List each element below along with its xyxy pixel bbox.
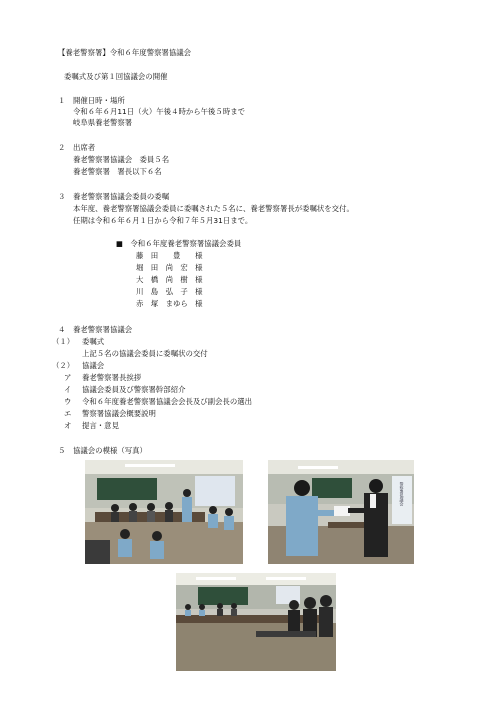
section-3-line-2: 任期は令和６年６月１日から令和７年５月31日まで。	[73, 216, 253, 225]
member-name: 大 橋 尚 樹 様	[136, 275, 203, 284]
section-5-heading: 協議会の模様（写真）	[73, 446, 147, 455]
section-1-place: 岐阜県養老警察署	[73, 118, 133, 127]
photo-2-banner: 警察署協議会	[399, 482, 405, 506]
document-title: 【養老警察署】令和６年度警察署協議会	[58, 48, 192, 57]
meeting-photo-1	[85, 460, 243, 564]
member-name: 川 島 弘 子 様	[136, 287, 203, 296]
document-subtitle: 委嘱式及び第１回協議会の開催	[64, 72, 168, 81]
section-2-line-2: 養老警察署 署長以下６名	[73, 167, 162, 176]
section-1-datetime: 令和６年６月11日（火）午後４時から午後５時まで	[73, 107, 246, 116]
section-2-number: ２	[58, 143, 66, 152]
section-3-number: ３	[58, 192, 66, 201]
agenda-mark: ウ	[64, 397, 72, 406]
agenda-mark: オ	[64, 421, 72, 430]
agenda-item: 警察署協議会概要説明	[82, 409, 156, 418]
subsection-1-title: 委嘱式	[82, 337, 105, 346]
subsection-2-title: 協議会	[82, 361, 105, 370]
agenda-item: 提言・意見	[82, 421, 119, 430]
members-list-title: ■ 令和６年度養老警察署協議会委員	[116, 239, 242, 248]
section-5-number: ５	[58, 446, 66, 455]
section-4-heading: 養老警察署協議会	[73, 325, 133, 334]
section-1-number: １	[58, 96, 66, 105]
agenda-item: 協議会委員及び警察署幹部紹介	[82, 385, 186, 394]
section-1-heading: 開催日時・場所	[73, 96, 125, 105]
meeting-photo-3	[176, 573, 336, 671]
section-2-line-1: 養老警察署協議会 委員５名	[73, 155, 170, 164]
agenda-item: 養老警察署長挨拶	[82, 373, 142, 382]
agenda-item: 令和６年度養老警察署協議会会長及び副会長の選出	[82, 397, 252, 406]
meeting-photo-2	[268, 460, 414, 564]
member-name: 赤 塚 まゆら 様	[136, 299, 203, 308]
section-3-line-1: 本年度、養老警察署協議会委員に委嘱された５名に、養老警察署長が委嘱状を交付。	[73, 204, 354, 213]
member-name: 堀 田 尚 宏 様	[136, 263, 203, 272]
subsection-1-text: 上記５名の協議会委員に委嘱状の交付	[82, 349, 208, 358]
subsection-1-number: （１）	[52, 337, 75, 346]
agenda-mark: ア	[64, 373, 72, 382]
agenda-mark: イ	[64, 385, 72, 394]
subsection-2-number: （２）	[52, 361, 75, 370]
agenda-mark: エ	[64, 409, 72, 418]
section-3-heading: 養老警察署協議会委員の委嘱	[73, 192, 170, 201]
member-name: 藤 田 豊 様	[136, 251, 203, 260]
section-2-heading: 出席者	[73, 143, 96, 152]
section-4-number: ４	[58, 325, 66, 334]
